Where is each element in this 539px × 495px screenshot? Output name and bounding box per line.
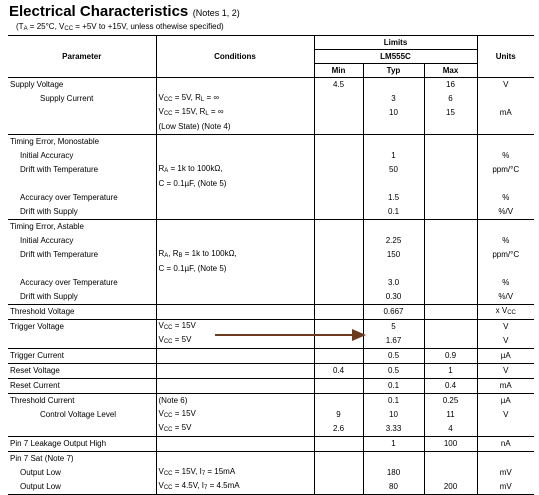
max-cell: 6 <box>424 92 477 106</box>
units-cell: mV <box>477 480 534 495</box>
units-cell: ppm/°C <box>477 163 534 177</box>
parameter-cell: Trigger Voltage <box>10 322 64 331</box>
parameter-cell: Reset Voltage <box>10 366 60 375</box>
conditions-cell <box>156 452 314 467</box>
table-row <box>8 120 534 135</box>
conditions-cell <box>156 276 314 290</box>
min-cell <box>314 437 363 452</box>
units-cell: µA <box>477 394 534 409</box>
typ-cell <box>363 262 424 276</box>
units-cell: V <box>477 78 534 93</box>
conditions-cell: VCC = 5V <box>156 334 314 349</box>
parameter-cell <box>8 262 156 276</box>
min-cell <box>314 276 363 290</box>
max-cell: 0.25 <box>424 394 477 409</box>
min-cell <box>314 262 363 276</box>
table-row <box>8 394 534 409</box>
conditions-cell: VCC = 4.5V, I7 = 4.5mA <box>156 480 314 495</box>
parameter-cell: Supply Voltage <box>10 80 64 89</box>
min-cell <box>314 92 363 106</box>
parameter-cell <box>8 177 156 191</box>
units-cell <box>477 220 534 235</box>
units-cell: %/V <box>477 290 534 305</box>
min-cell <box>314 205 363 220</box>
typ-cell <box>363 177 424 191</box>
typ-cell: 0.5 <box>363 364 424 379</box>
typ-cell: 0.667 <box>363 305 424 320</box>
min-cell <box>314 480 363 495</box>
conditions-cell <box>156 78 314 93</box>
typ-cell: 0.1 <box>363 205 424 220</box>
conditions-cell: VCC = 5V, RL = ∞ <box>156 92 314 106</box>
max-cell <box>424 248 477 262</box>
table-row <box>8 379 534 394</box>
units-cell: % <box>477 234 534 248</box>
parameter-cell: Trigger Current <box>10 351 64 360</box>
conditions-cell <box>156 364 314 379</box>
conditions-cell <box>156 205 314 220</box>
header-max: Max <box>424 64 477 78</box>
max-cell <box>424 220 477 235</box>
table-row <box>8 305 534 320</box>
min-cell <box>314 305 363 320</box>
max-cell <box>424 120 477 135</box>
typ-cell: 0.30 <box>363 290 424 305</box>
parameter-cell <box>8 120 156 135</box>
table-row <box>8 466 534 480</box>
typ-cell: 150 <box>363 248 424 262</box>
units-cell: V <box>477 364 534 379</box>
min-cell <box>314 220 363 235</box>
units-cell: % <box>477 276 534 290</box>
table-row <box>8 452 534 467</box>
min-cell <box>314 149 363 163</box>
min-cell <box>314 177 363 191</box>
table-row <box>8 408 534 422</box>
typ-cell <box>363 220 424 235</box>
min-cell <box>314 290 363 305</box>
table-row <box>8 437 534 452</box>
table-row <box>8 320 534 335</box>
parameter-cell: Drift with Supply <box>20 292 78 301</box>
min-cell <box>314 234 363 248</box>
header-units: Units <box>477 36 534 78</box>
title-notes: (Notes 1, 2) <box>192 8 240 18</box>
table-row <box>8 248 534 262</box>
typ-cell: 1.5 <box>363 191 424 205</box>
units-cell: nA <box>477 437 534 452</box>
conditions-cell <box>156 437 314 452</box>
typ-cell <box>363 78 424 93</box>
typ-cell: 50 <box>363 163 424 177</box>
typ-cell: 0.5 <box>363 349 424 364</box>
conditions-cell: RA, RB = 1k to 100kΩ, <box>156 248 314 262</box>
parameter-cell: Supply Current <box>40 94 94 103</box>
min-cell <box>314 135 363 150</box>
units-cell <box>477 92 534 106</box>
max-cell <box>424 276 477 290</box>
parameter-cell <box>8 106 156 120</box>
max-cell <box>424 191 477 205</box>
table-row <box>8 177 534 191</box>
typ-cell: 1 <box>363 149 424 163</box>
typ-cell: 180 <box>363 466 424 480</box>
units-cell: mV <box>477 466 534 480</box>
units-cell <box>477 452 534 467</box>
units-cell: mA <box>477 379 534 394</box>
max-cell <box>424 234 477 248</box>
conditions-cell: VCC = 15V <box>156 320 314 335</box>
table-row <box>8 205 534 220</box>
max-cell: 15 <box>424 106 477 120</box>
units-cell: % <box>477 191 534 205</box>
table-row <box>8 149 534 163</box>
parameter-cell: Control Voltage Level <box>40 410 117 419</box>
min-cell <box>314 191 363 205</box>
typ-cell: 5 <box>363 320 424 335</box>
conditions-cell: C = 0.1µF, (Note 5) <box>156 177 314 191</box>
units-cell: V <box>477 320 534 335</box>
units-cell <box>477 135 534 150</box>
min-cell: 4.5 <box>314 78 363 93</box>
max-cell <box>424 135 477 150</box>
parameter-cell: Timing Error, Astable <box>10 222 84 231</box>
conditions-cell: VCC = 5V <box>156 422 314 437</box>
parameter-cell: Threshold Current <box>10 396 75 405</box>
conditions-cell: C = 0.1µF, (Note 5) <box>156 262 314 276</box>
conditions-cell: (Low State) (Note 4) <box>156 120 314 135</box>
typ-cell <box>363 135 424 150</box>
min-cell <box>314 394 363 409</box>
typ-cell: 3.33 <box>363 422 424 437</box>
min-cell: 0.4 <box>314 364 363 379</box>
max-cell <box>424 262 477 276</box>
max-cell: 0.4 <box>424 379 477 394</box>
header-part: LM555C <box>314 50 477 64</box>
max-cell: 16 <box>424 78 477 93</box>
typ-cell <box>363 452 424 467</box>
typ-cell: 10 <box>363 106 424 120</box>
parameter-cell: Output Low <box>20 468 61 477</box>
min-cell: 9 <box>314 408 363 422</box>
min-cell <box>314 248 363 262</box>
min-cell: 2.6 <box>314 422 363 437</box>
min-cell <box>314 466 363 480</box>
header-min: Min <box>314 64 363 78</box>
typ-cell: 2.25 <box>363 234 424 248</box>
max-cell: 4 <box>424 422 477 437</box>
max-cell <box>424 177 477 191</box>
conditions-cell <box>156 220 314 235</box>
header-conditions: Conditions <box>156 36 314 78</box>
conditions-cell <box>156 149 314 163</box>
min-cell <box>314 452 363 467</box>
conditions-cell <box>156 290 314 305</box>
typ-cell: 0.1 <box>363 379 424 394</box>
parameter-cell: Timing Error, Monostable <box>10 137 100 146</box>
conditions-cell <box>156 234 314 248</box>
table-row <box>8 262 534 276</box>
conditions-cell <box>156 305 314 320</box>
table-row <box>8 234 534 248</box>
table-row <box>8 135 534 150</box>
header-typ: Typ <box>363 64 424 78</box>
parameter-cell: Reset Current <box>10 381 60 390</box>
max-cell: 200 <box>424 480 477 495</box>
conditions-cell: RA = 1k to 100kΩ, <box>156 163 314 177</box>
max-cell <box>424 163 477 177</box>
max-cell <box>424 466 477 480</box>
annotation-arrow-head <box>352 329 366 341</box>
units-cell: x VCC <box>477 305 534 320</box>
table-row <box>8 422 534 437</box>
parameter-cell <box>8 422 156 437</box>
max-cell <box>424 305 477 320</box>
min-cell <box>314 349 363 364</box>
parameter-cell <box>8 334 156 349</box>
typ-cell: 3.0 <box>363 276 424 290</box>
typ-cell: 1.67 <box>363 334 424 349</box>
conditions-cell <box>156 349 314 364</box>
typ-cell: 10 <box>363 408 424 422</box>
table-row <box>8 106 534 120</box>
parameter-cell: Drift with Temperature <box>20 165 99 174</box>
min-cell <box>314 106 363 120</box>
conditions-cell: (Note 6) <box>156 394 314 409</box>
conditions-cell <box>156 135 314 150</box>
units-cell: %/V <box>477 205 534 220</box>
title-main: Electrical Characteristics <box>9 3 189 20</box>
parameter-cell: Initial Accuracy <box>20 151 74 160</box>
header-limits: Limits <box>314 36 477 50</box>
min-cell <box>314 379 363 394</box>
table-row <box>8 220 534 235</box>
conditions-cell: VCC = 15V, I7 = 15mA <box>156 466 314 480</box>
test-conditions-line: (TA = 25°C, VCC = +5V to +15V, unless othewise specified) <box>16 22 224 32</box>
table-row <box>8 163 534 177</box>
max-cell <box>424 205 477 220</box>
units-cell <box>477 120 534 135</box>
max-cell: 0.9 <box>424 349 477 364</box>
typ-cell: 80 <box>363 480 424 495</box>
parameter-cell: Threshold Voltage <box>10 307 75 316</box>
max-cell <box>424 149 477 163</box>
max-cell: 1 <box>424 364 477 379</box>
table-row <box>8 290 534 305</box>
parameter-cell: Pin 7 Sat (Note 7) <box>10 454 74 463</box>
units-cell: V <box>477 408 534 422</box>
parameter-cell: Initial Accuracy <box>20 236 74 245</box>
min-cell <box>314 120 363 135</box>
typ-cell: 1 <box>363 437 424 452</box>
max-cell <box>424 320 477 335</box>
units-cell: % <box>477 149 534 163</box>
parameter-cell: Accuracy over Temperature <box>20 193 118 202</box>
conditions-cell <box>156 379 314 394</box>
parameter-cell: Accuracy over Temperature <box>20 278 118 287</box>
table-row <box>8 334 534 349</box>
table-row <box>8 191 534 205</box>
max-cell <box>424 452 477 467</box>
units-cell <box>477 177 534 191</box>
min-cell <box>314 163 363 177</box>
parameter-cell: Output Low <box>20 482 61 491</box>
units-cell: V <box>477 334 534 349</box>
section-title <box>9 3 240 21</box>
conditions-cell: VCC = 15V <box>156 408 314 422</box>
table-row <box>8 78 534 93</box>
table-row <box>8 364 534 379</box>
annotation-arrow-line <box>215 334 356 336</box>
typ-cell <box>363 120 424 135</box>
table-row <box>8 276 534 290</box>
parameter-cell: Drift with Supply <box>20 207 78 216</box>
electrical-characteristics-table <box>8 35 534 495</box>
conditions-cell <box>156 191 314 205</box>
parameter-cell: Pin 7 Leakage Output High <box>10 439 107 448</box>
units-cell <box>477 422 534 437</box>
parameter-cell: Drift with Temperature <box>20 250 99 259</box>
table-row <box>8 92 534 106</box>
typ-cell: 3 <box>363 92 424 106</box>
units-cell: µA <box>477 349 534 364</box>
conditions-cell: VCC = 15V, RL = ∞ <box>156 106 314 120</box>
max-cell: 11 <box>424 408 477 422</box>
table-row <box>8 349 534 364</box>
units-cell: mA <box>477 106 534 120</box>
max-cell: 100 <box>424 437 477 452</box>
units-cell: ppm/°C <box>477 248 534 262</box>
max-cell <box>424 334 477 349</box>
max-cell <box>424 290 477 305</box>
units-cell <box>477 262 534 276</box>
table-row <box>8 480 534 495</box>
header-parameter: Parameter <box>8 36 156 78</box>
typ-cell: 0.1 <box>363 394 424 409</box>
